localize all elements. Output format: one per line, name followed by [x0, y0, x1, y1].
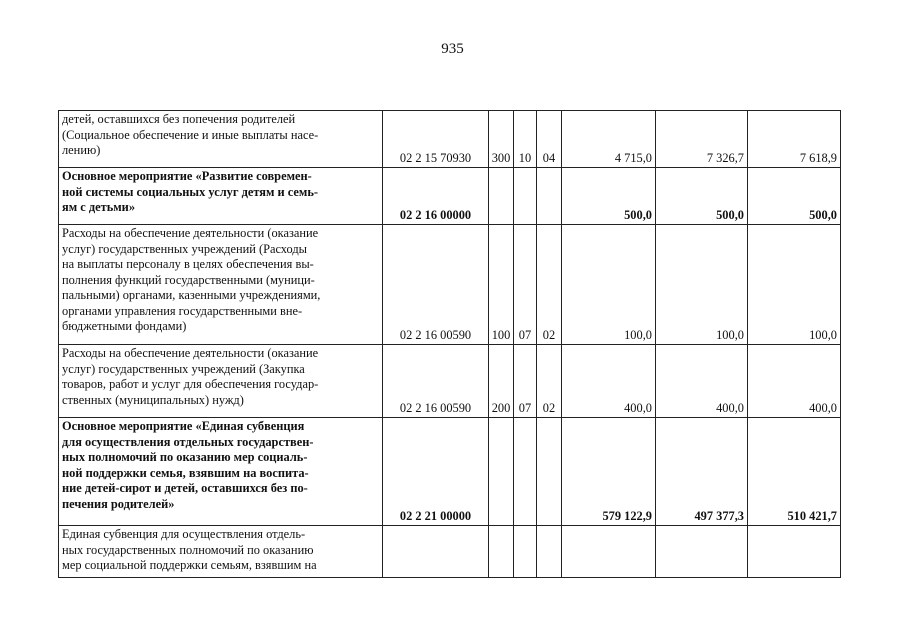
- row-description: [59, 111, 383, 168]
- description-line: полнения функций государственными (муници-: [62, 272, 315, 287]
- classification-code: 02 2 21 00000: [383, 418, 489, 526]
- description-line: Единая субвенция для осуществления отдель-: [62, 527, 306, 541]
- description-line: товаров, работ и услуг для обеспечения государ-: [62, 377, 319, 391]
- amount-year-3: 100,0: [748, 225, 841, 345]
- description-line: Основное мероприятие «Развитие современ-: [62, 169, 312, 183]
- amount-year-1: 100,0: [562, 225, 656, 345]
- table-row: [59, 418, 841, 526]
- subsection-code: 02: [537, 225, 562, 345]
- row-description: [59, 168, 383, 225]
- amount-year-1: 400,0: [562, 345, 656, 418]
- description-line: Расходы на обеспечение деятельности (оказание: [62, 346, 319, 360]
- row-description: [59, 225, 383, 345]
- description-line: ственных (муниципальных) нужд): [62, 392, 244, 407]
- classification-code: 02 2 15 70930: [383, 111, 489, 168]
- description-line: органами управления государственными вне-: [62, 303, 303, 318]
- amount-year-2: 100,0: [656, 225, 748, 345]
- classification-code: [383, 526, 489, 578]
- subsection-code: 04: [537, 111, 562, 168]
- subsection-code: [537, 526, 562, 578]
- expense-type-code: [489, 418, 514, 526]
- table-row: [59, 225, 841, 345]
- description-line: ных государственных полномочий по оказанию: [62, 542, 314, 557]
- description-line: (Социальное обеспечение и иные выплаты насе-: [62, 127, 319, 142]
- description-line: для осуществления отдельных государствен-: [62, 434, 314, 449]
- classification-code: 02 2 16 00590: [383, 225, 489, 345]
- description-line: услуг) государственных учреждений (Закупка: [62, 361, 305, 376]
- description-line: детей, оставшихся без попечения родителей: [62, 112, 296, 126]
- subsection-code: [537, 168, 562, 225]
- section-code: 07: [514, 225, 537, 345]
- description-line: мер социальной поддержки семьям, взявшим на: [62, 558, 317, 572]
- description-line: на выплаты персоналу в целях обеспечения вы-: [62, 257, 314, 271]
- amount-year-3: [748, 526, 841, 578]
- amount-year-3: 7 618,9: [748, 111, 841, 168]
- subsection-code: [537, 418, 562, 526]
- amount-year-1: 579 122,9: [562, 418, 656, 526]
- amount-year-3: 400,0: [748, 345, 841, 418]
- description-line: ние детей-сирот и детей, оставшихся без по-: [62, 481, 308, 495]
- section-code: [514, 418, 537, 526]
- description-line: ной поддержки семья, взявшим на воспита-: [62, 465, 309, 480]
- expense-type-code: 300: [489, 111, 514, 168]
- table-row: [59, 526, 841, 578]
- row-description: [59, 418, 383, 526]
- description-line: бюджетными фондами): [62, 319, 187, 333]
- description-line: лению): [62, 143, 101, 157]
- amount-year-3: 510 421,7: [748, 418, 841, 526]
- classification-code: 02 2 16 00590: [383, 345, 489, 418]
- description-line: пальными) органами, казенными учреждениями,: [62, 288, 321, 302]
- expense-type-code: [489, 526, 514, 578]
- section-code: [514, 526, 537, 578]
- amount-year-2: 7 326,7: [656, 111, 748, 168]
- description-line: печения родителей»: [62, 496, 175, 511]
- expense-type-code: 200: [489, 345, 514, 418]
- amount-year-2: 500,0: [656, 168, 748, 225]
- amount-year-2: 400,0: [656, 345, 748, 418]
- page-number: 935: [441, 41, 464, 57]
- amount-year-2: 497 377,3: [656, 418, 748, 526]
- amount-year-2: [656, 526, 748, 578]
- amount-year-1: 500,0: [562, 168, 656, 225]
- table-row: [59, 345, 841, 418]
- section-code: 07: [514, 345, 537, 418]
- table-row: [59, 111, 841, 168]
- description-line: ям с детьми»: [62, 200, 136, 214]
- row-description: [59, 345, 383, 418]
- table-body: [59, 111, 841, 578]
- subsection-code: 02: [537, 345, 562, 418]
- description-line: Расходы на обеспечение деятельности (оказание: [62, 226, 319, 240]
- amount-year-1: [562, 526, 656, 578]
- amount-year-1: 4 715,0: [562, 111, 656, 168]
- description-line: услуг) государственных учреждений (Расходы: [62, 241, 307, 256]
- amount-year-3: 500,0: [748, 168, 841, 225]
- budget-table: [58, 110, 841, 578]
- description-line: Основное мероприятие «Единая субвенция: [62, 419, 305, 433]
- section-code: 10: [514, 111, 537, 168]
- section-code: [514, 168, 537, 225]
- description-line: ной системы социальных услуг детям и семь-: [62, 184, 319, 199]
- classification-code: 02 2 16 00000: [383, 168, 489, 225]
- table-row: [59, 168, 841, 225]
- expense-type-code: 100: [489, 225, 514, 345]
- description-line: ных полномочий по оказанию мер социаль-: [62, 450, 308, 464]
- row-description: [59, 526, 383, 578]
- expense-type-code: [489, 168, 514, 225]
